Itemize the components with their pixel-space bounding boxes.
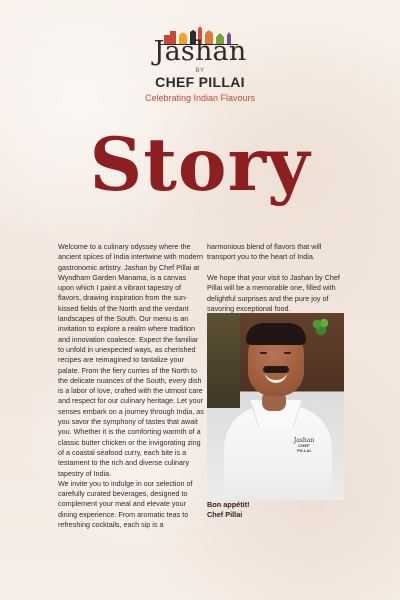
- shirt-logo-chef: CHEF PILLAI: [297, 443, 311, 453]
- signoff: [207, 500, 250, 520]
- chef-eye-left: [260, 352, 267, 354]
- logo-name: Jashan: [153, 36, 247, 67]
- signoff-greeting: Bon appétit!: [207, 500, 250, 509]
- chef-hair: [246, 323, 306, 345]
- logo-tagline: Celebrating Indian Flavours: [144, 93, 256, 103]
- chef-eye-right: [284, 352, 291, 354]
- chef-photo: [207, 313, 344, 500]
- brand-logo: [140, 20, 260, 110]
- shirt-logo-name: Jashan: [293, 437, 315, 444]
- page-title: Story: [89, 122, 311, 208]
- logo-chef-name: CHEF PILLAI: [155, 74, 245, 90]
- photo-background-decor: [207, 313, 240, 408]
- plant-icon: [312, 317, 330, 343]
- signoff-name: Chef Pillai: [207, 510, 243, 519]
- shirt-logo: [291, 438, 317, 458]
- story-right-column-middle: We hope that your visit to Jashan by Chef Pillai will be a memorable one, filled with delightful surprises and the pure joy of savoring exceptional food.: [207, 273, 342, 313]
- story-left-column: Welcome to a culinary odyssey where the ancient spices of India intertwine with modern gastronomic artistry. Jashan by Chef Pillai at Wyndham Garden Manama, is a canvas upon which I paint a vibrant tapestry of flavors, drawing inspiration from the sun-kissed fields of the North and the verdant landscapes of the South. Our menu is an invitation to explore a realm where tradition and innovation coalesce. Expect the familiar to unfold in unexpected ways, as cherished recipes are reimagined to tantalize your palate. From the fiery curries of the North to the delicate nuances of the South, every dish is a labor of love, crafted with the utmost care and respect for our culinary heritage. Let your senses embark on a journey through India, as you savor the symphony of tastes that await you. Whether it is the comforting warmth of a classic butter chicken or the invigorating zing of a coastal seafood curry, each bite is a testament to the rich and diverse culinary tapestry of India. We invite you to indulge in our selection of carefully curated beverages, designed to complement your meal and elevate your dining experience. From aromatic teas to refreshing cocktails, each sip is a: [58, 242, 204, 530]
- story-right-column-top: harmonious blend of flavors that will transport you to the heart of India.: [207, 242, 324, 262]
- logo-by: BY: [195, 68, 205, 74]
